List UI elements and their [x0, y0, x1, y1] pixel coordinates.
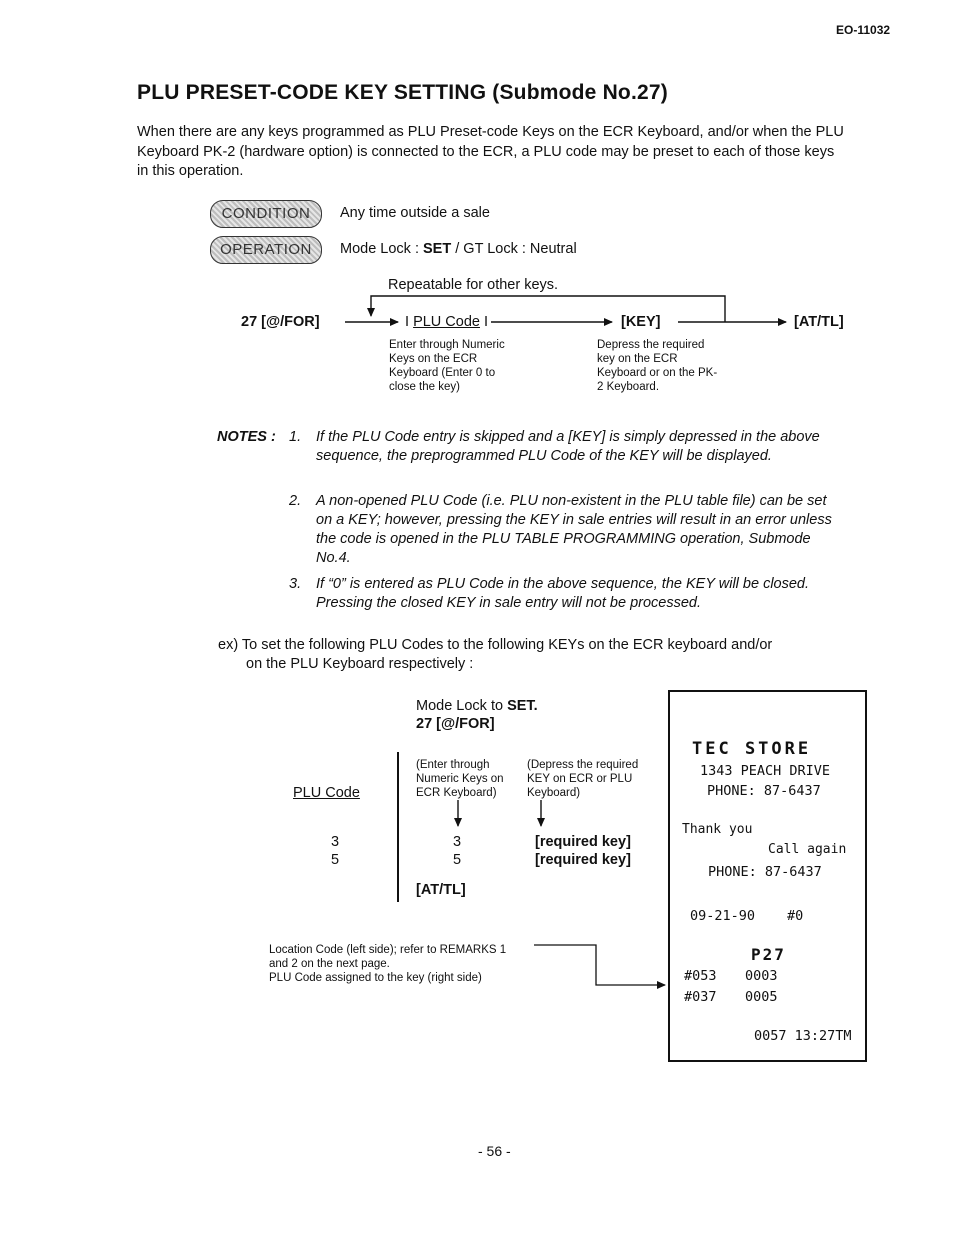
note-number-1: 1. [289, 429, 302, 445]
page-number: - 56 - [478, 1143, 511, 1159]
note-text-2: A non-opened PLU Code (i.e. PLU non-existent in the PLU table file) can be set on a KEY; however, pressing the KEY in sale entries will result in an error unless the code is opened in the PLU TABLE PROGRAMMING operation, Submode No.4. [316, 493, 832, 566]
receipt-number: #0 [787, 908, 804, 924]
example-row2-key: [required key] [535, 852, 631, 868]
receipt-phone-top: PHONE: 87-6437 [707, 783, 821, 799]
note-number-3: 3. [289, 576, 302, 592]
condition-text: Any time outside a sale [340, 205, 490, 221]
receipt-line1-location: #053 [684, 968, 717, 984]
sequence-key: [KEY] [621, 314, 661, 330]
receipt-line2-location: #037 [684, 989, 717, 1005]
note-number-2: 2. [289, 493, 302, 509]
repeat-note: Repeatable for other keys. [388, 277, 559, 293]
operation-badge: OPERATION [210, 236, 322, 264]
example-end: [AT/TL] [416, 882, 466, 898]
intro-paragraph: When there are any keys programmed as PLU Preset-code Keys on the ECR Keyboard, and/or when the PLU Keyboard PK-2 (hardware option) is connected to the ECR, a PLU code may be preset to each of those keys in this operation. [137, 124, 844, 179]
receipt-phone-bottom: PHONE: 87-6437 [708, 864, 822, 880]
example-mode-lock: Mode Lock to SET. [416, 698, 538, 714]
receipt-call-again: Call again [768, 842, 847, 857]
receipt-line1-plu: 0003 [745, 968, 778, 984]
example-entry-note: (Enter through Numeric Keys on ECR Keyboard) [416, 759, 504, 799]
operation-suffix: / GT Lock : Neutral [451, 241, 577, 257]
example-row2-plu: 5 [331, 852, 340, 868]
key-entry-note: Depress the required key on the ECR Keyboard or on the PK- 2 Keyboard. [597, 339, 718, 393]
location-code-note: Location Code (left side); refer to REMARKS 1 and 2 on the next page. PLU Code assigned to the key (right side) [269, 944, 507, 984]
receipt-store-name: TEC STORE [692, 739, 812, 759]
example-start: 27 [@/FOR] [416, 716, 495, 732]
notes-label: NOTES : [217, 429, 276, 445]
plu-entry-note: Enter through Numeric Keys on the ECR Keyboard (Enter 0 to close the key) [389, 339, 505, 393]
example-row2-entry: 5 [453, 852, 462, 868]
example-plu-code-header: PLU Code [293, 785, 360, 801]
receipt-address: 1343 PEACH DRIVE [700, 763, 831, 779]
note-text-1: If the PLU Code entry is skipped and a [KEY] is simply depressed in the above sequence, the preprogrammed PLU Code of the KEY will be displayed. [316, 429, 820, 464]
receipt-thanks: Thank you [682, 822, 753, 837]
condition-badge: CONDITION [210, 200, 322, 228]
example-intro-2: on the PLU Keyboard respectively : [246, 656, 474, 672]
receipt-date: 09-21-90 [690, 908, 756, 924]
plu-code-label: PLU Code [413, 314, 480, 330]
sequence-start: 27 [@/FOR] [241, 314, 320, 330]
receipt-line2-plu: 0005 [745, 989, 778, 1005]
example-row1-entry: 3 [453, 834, 462, 850]
example-row1-plu: 3 [331, 834, 340, 850]
example-key-note: (Depress the required KEY on ECR or PLU Keyboard) [527, 759, 639, 799]
operation-mode-set: SET [423, 241, 452, 257]
document-number: EO-11032 [836, 23, 891, 37]
receipt-mode-code: P27 [751, 945, 786, 964]
example-row1-key: [required key] [535, 834, 631, 850]
note-text-3: If “0” is entered as PLU Code in the above sequence, the KEY will be closed. Pressing the closed KEY in sale entry will not be processed. [316, 576, 810, 611]
receipt-footer: 0057 13:27TM [754, 1028, 852, 1044]
page-title: PLU PRESET-CODE KEY SETTING (Submode No.27) [137, 81, 668, 104]
receipt [668, 690, 867, 1062]
sequence-plu-code: I PLU Code I [405, 314, 489, 330]
sequence-end: [AT/TL] [794, 314, 844, 330]
example-intro-1: ex) To set the following PLU Codes to the following KEYs on the ECR keyboard and/or [218, 637, 773, 653]
operation-prefix: Mode Lock : [340, 241, 424, 257]
